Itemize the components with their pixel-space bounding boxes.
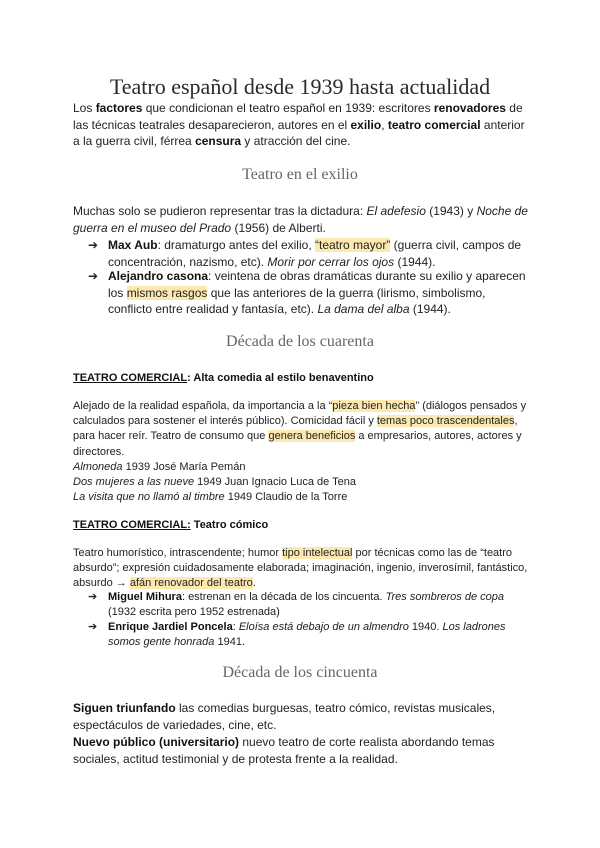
text: Teatro humorístico, intrascendente; humor [73, 547, 283, 559]
italic-text: La visita que no llamó al timbre [73, 491, 225, 504]
text: : [232, 621, 239, 633]
bullet-alejandro-casona [88, 268, 528, 318]
italic-text: La dama del alba [317, 302, 410, 316]
arrow-right-icon: ➔ [88, 238, 99, 252]
italic-text: Morir por cerrar los ojos [267, 254, 395, 269]
author-name: Enrique Jardiel Poncela [108, 621, 233, 633]
text: que las anteriores de la guerra (lirismo, simbolismo, conflicto entre realidad y fantasía, etc). [108, 285, 486, 316]
text: 1940. [408, 621, 443, 633]
italic-text: Almoneda [73, 461, 123, 473]
exilio-paragraph [73, 203, 533, 236]
text: de las técnicas teatrales desaparecieron, autores en el [73, 101, 523, 132]
bold-text: renovadores [433, 101, 506, 115]
list-item [73, 460, 533, 475]
bullet-max-aub [88, 237, 528, 270]
highlight: “teatro mayor” [314, 238, 391, 252]
text: (1932 escrita pero 1952 estrenada) [108, 606, 280, 619]
alta-comedia-paragraph [73, 399, 533, 460]
text: (1956) de Alberti. [231, 220, 326, 235]
page-title: Teatro español desde 1939 hasta actualidad [109, 74, 491, 99]
text: Los [73, 101, 96, 115]
text: : estrenan en la década de los cincuenta. [181, 591, 386, 603]
text: que condicionan el teatro español en 1939: escritores [142, 101, 434, 115]
text: a empresarios, autores, actores y directores. [73, 430, 522, 458]
arrow-right-icon: ➔ [88, 591, 98, 603]
text: (guerra civil, campos de concentración, nazismo, etc). [108, 238, 522, 269]
section-heading-exilio: Teatro en el exilio [242, 166, 358, 183]
bold-text: teatro comercial [387, 117, 481, 132]
bold-text: Siguen triunfando [73, 701, 176, 715]
text: : veintena de obras dramáticas durante su exilio y aparecen los [108, 269, 526, 300]
author-name: Miguel Mihura [108, 591, 182, 603]
text: 1939 José María Pemán [122, 461, 246, 473]
text: 1941. [214, 636, 246, 649]
highlight: genera beneficios [268, 430, 356, 443]
text: nuevo teatro de corte realista abordando temas sociales, actitud testimonial y de protesta frente a la realidad. [73, 735, 495, 766]
text: Teatro cómico [190, 519, 269, 531]
works-list [73, 460, 533, 506]
italic-text: Tres sombreros de copa [385, 591, 504, 603]
subheading-teatro-comico [73, 519, 268, 531]
text: las comedias burguesas, teatro cómico, revistas musicales, espectáculos de variedades, cine, etc. [73, 701, 496, 732]
text: 1949 Juan Ignacio Luca de Tena [194, 476, 356, 489]
section-heading-cuarenta: Década de los cuarenta [226, 333, 374, 350]
highlight: mismos rasgos [126, 285, 208, 300]
text: ” (diálogos pensados y calculados para sostener el interés público). Comicidad fácil y [73, 400, 527, 428]
intro-paragraph [73, 100, 533, 150]
author-name: Max Aub [108, 238, 158, 252]
text: 1949 Claudio de la Torre [224, 491, 348, 504]
text: . [252, 577, 256, 590]
bold-text: censura [195, 134, 242, 148]
arrow-right-icon: ➔ [88, 621, 98, 633]
cincuenta-paragraph-1 [73, 700, 533, 733]
text: Muchas solo se pudieron representar tras la dictadura: [73, 204, 367, 218]
underlined-text: TEATRO COMERCIAL: [73, 519, 191, 531]
list-item [73, 490, 533, 505]
text: : dramaturgo antes del exilio, [157, 238, 315, 252]
cincuenta-paragraph-2 [73, 734, 533, 767]
text: anterior a la guerra civil, férrea [73, 117, 525, 148]
text: , [381, 117, 388, 132]
text: Alejado de la realidad española, da importancia a la “ [73, 400, 333, 412]
bullet-miguel-mihura [88, 590, 528, 620]
bullet-jardiel-poncela [88, 620, 528, 650]
bold-text: factores [95, 101, 143, 115]
text: (1944). [409, 302, 451, 316]
highlight: temas poco trascendentales [376, 415, 515, 428]
bold-text: Nuevo público (universitario) [73, 735, 240, 749]
arrow-right-icon: ➔ [88, 269, 99, 283]
text: , para hacer reír. Teatro de consumo que [73, 415, 518, 443]
underlined-text: TEATRO COMERCIAL [73, 372, 188, 384]
bold-text: exilio [350, 117, 382, 132]
highlight: afán renovador del teatro [129, 577, 253, 590]
text: (1943) y [425, 204, 477, 218]
italic-text: El adefesio [366, 204, 426, 218]
subheading-alta-comedia [73, 372, 374, 384]
italic-text: Noche de guerra en el museo del Prado [73, 204, 528, 235]
text: : Alta comedia al estilo benaventino [187, 372, 374, 384]
text: por técnicas como las de “teatro absurdo”; expresión cuidadosamente elaborada; imaginación, ingenio, inverosímil, fantástico, absurdo → [73, 547, 528, 590]
highlight: tipo intelectual [282, 547, 353, 559]
italic-text: Eloísa está debajo de un almendro [238, 621, 409, 633]
section-heading-cincuenta: Década de los cincuenta [222, 664, 378, 681]
teatro-comico-paragraph [73, 546, 533, 592]
text: y atracción del cine. [241, 134, 351, 148]
author-name: Alejandro casona [108, 269, 209, 283]
highlight: pieza bien hecha [332, 400, 416, 412]
list-item [73, 475, 533, 490]
italic-text: Dos mujeres a las nueve [73, 476, 195, 489]
text: (1944). [394, 254, 436, 269]
italic-text: Los ladrones somos gente honrada [108, 621, 506, 649]
